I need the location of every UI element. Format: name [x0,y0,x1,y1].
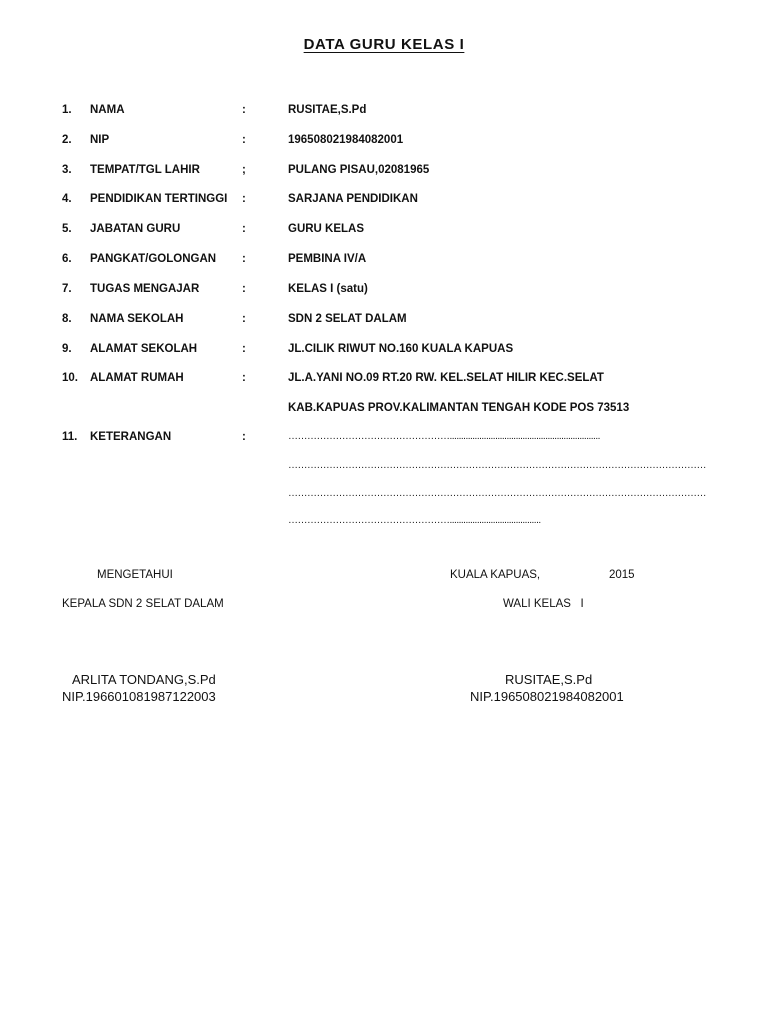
row-label: PANGKAT/GOLONGAN [90,253,217,265]
row-label: NAMA SEKOLAH [90,313,184,325]
row-separator: : [242,372,246,384]
keterangan-dotted-line: …………………………………………………………………………………………………………………… [288,460,706,471]
row-label: TUGAS MENGAJAR [90,283,200,295]
keterangan-dotted-line: ……………………………………………........................................ [288,515,541,526]
field-row-nip [0,131,768,149]
row-value: PULANG PISAU,02081965 [288,164,430,176]
row-label: ALAMAT SEKOLAH [90,343,198,355]
field-row-alamat-rumah [0,369,768,387]
field-row-jabatan [0,220,768,238]
kepala-sekolah-nip: NIP.196601081987122003 [62,689,216,704]
row-value: JL.CILIK RIWUT NO.160 KUALA KAPUAS [288,343,514,355]
field-row-alamat-sekolah [0,340,768,358]
field-row-nama [0,101,768,119]
keterangan-dotted-line: …………………………………………………………………………………………………………………… [288,488,706,499]
row-value: RUSITAE,S.Pd [288,104,367,116]
row-separator: : [242,313,246,325]
row-label: KETERANGAN [90,431,172,443]
place-label: KUALA KAPUAS, [450,569,541,581]
row-number: 5. [62,223,72,235]
row-number: 8. [62,313,72,325]
field-row-nama-sekolah [0,310,768,328]
row-separator: : [242,253,246,265]
row-number: 10. [62,372,78,384]
document-title [0,36,768,53]
row-number: 4. [62,193,72,205]
wali-kelas-name: RUSITAE,S.Pd [505,672,593,687]
mengetahui-label: MENGETAHUI [97,569,173,581]
row-separator: ; [242,164,246,176]
row-number: 1. [62,104,72,116]
keterangan-dotted-line: …………………………………………….................................................................. [288,431,600,442]
row-separator: : [242,223,246,235]
row-value: GURU KELAS [288,223,365,235]
row-value: KAB.KAPUAS PROV.KALIMANTAN TENGAH KODE POS 73513 [288,402,630,414]
row-value: JL.A.YANI NO.09 RT.20 RW. KEL.SELAT HILIR KEC.SELAT [288,372,604,384]
wali-kelas-role: WALI KELAS I [503,598,584,610]
row-separator: : [242,104,246,116]
kepala-sekolah-name: ARLITA TONDANG,S.Pd [72,672,216,687]
document-title-text: DATA GURU KELAS I [303,36,465,53]
row-label: NIP [90,134,110,146]
row-label: TEMPAT/TGL LAHIR [90,164,200,176]
wali-kelas-nip: NIP.196508021984082001 [470,689,624,704]
row-number: 9. [62,343,72,355]
kepala-sekolah-role: KEPALA SDN 2 SELAT DALAM [62,598,224,610]
row-value: SDN 2 SELAT DALAM [288,313,407,325]
row-value: SARJANA PENDIDIKAN [288,193,418,205]
row-separator: : [242,431,246,443]
field-row-pangkat [0,250,768,268]
row-separator: : [242,283,246,295]
field-row-tempat-tgl-lahir [0,161,768,179]
row-label: JABATAN GURU [90,223,181,235]
row-number: 6. [62,253,72,265]
row-label: PENDIDIKAN TERTINGGI [90,193,228,205]
row-value: 196508021984082001 [288,134,404,146]
field-row-alamat-rumah-cont [0,399,768,417]
row-separator: : [242,193,246,205]
row-number: 2. [62,134,72,146]
row-number: 3. [62,164,72,176]
field-row-tugas [0,280,768,298]
row-number: 7. [62,283,72,295]
field-row-pendidikan [0,190,768,208]
year-label: 2015 [609,569,635,581]
row-separator: : [242,134,246,146]
row-number: 11. [62,431,78,443]
row-value: KELAS I (satu) [288,283,368,295]
row-value: PEMBINA IV/A [288,253,367,265]
row-label: ALAMAT RUMAH [90,372,184,384]
row-separator: : [242,343,246,355]
row-label: NAMA [90,104,125,116]
